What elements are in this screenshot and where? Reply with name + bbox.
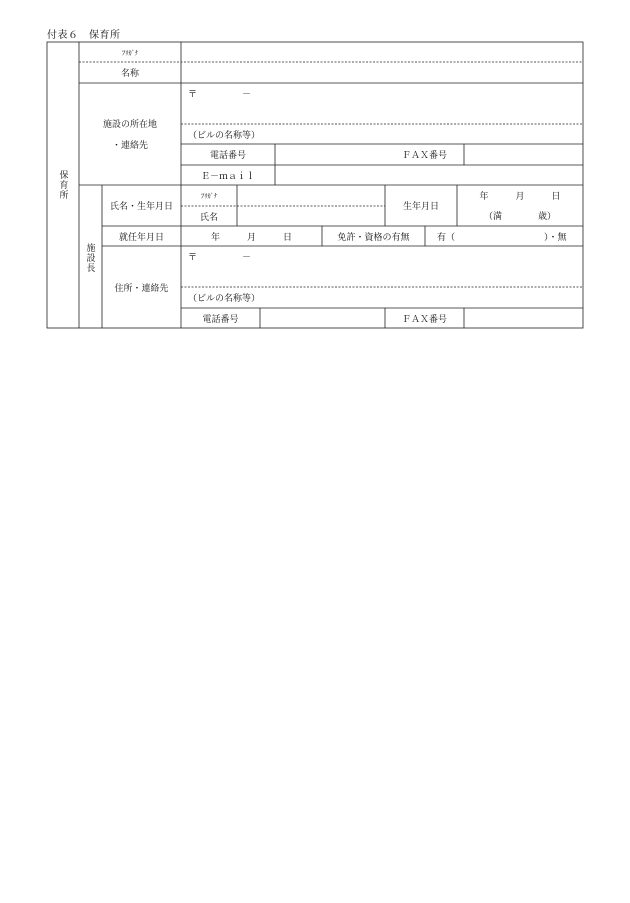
license-yes-option[interactable]: 有（ [437,232,456,243]
address-label-line1: 施設の所在地 [102,119,157,130]
fax-label: ＦＡＸ番号 [401,151,447,161]
license-label: 免許・資格の有無 [337,232,410,243]
appointment-label: 就任年月日 [118,232,164,243]
director-postal-code-field[interactable]: 〒 － [188,252,252,263]
name-label: 名称 [120,69,139,79]
name-birth-label: 氏名・生年月日 [109,202,173,212]
director-furigana-label: ﾌﾘｶﾞﾅ [200,192,218,200]
director-phone-label: 電話番号 [202,314,239,325]
postal-code-field[interactable]: 〒 － [188,89,252,100]
address-label-line2: ・連絡先 [111,140,148,151]
license-no-option[interactable]: ）・無 [544,232,567,243]
building-name-note: （ビルの名称等） [188,130,261,141]
director-name-label: 氏名 [199,212,218,223]
form-caption: 付表６ 保育所 [47,30,121,41]
birthdate-label: 生年月日 [402,202,439,212]
director-section-label: 施設長 [84,243,95,273]
director-address-label: 住所・連絡先 [114,283,169,294]
age-note: （満 歳） [483,211,556,222]
birthdate-ymd: 年 月 日 [479,191,561,202]
facility-section-label: 保育所 [57,170,68,200]
furigana-label: ﾌﾘｶﾞﾅ [121,48,139,57]
appointment-ymd: 年 月 日 [210,232,292,243]
director-building-name-note: （ビルの名称等） [188,293,261,304]
director-fax-label: ＦＡＸ番号 [401,314,447,325]
phone-label: 電話番号 [209,151,246,161]
email-label: Ｅ－ｍａｉｌ [200,171,255,182]
